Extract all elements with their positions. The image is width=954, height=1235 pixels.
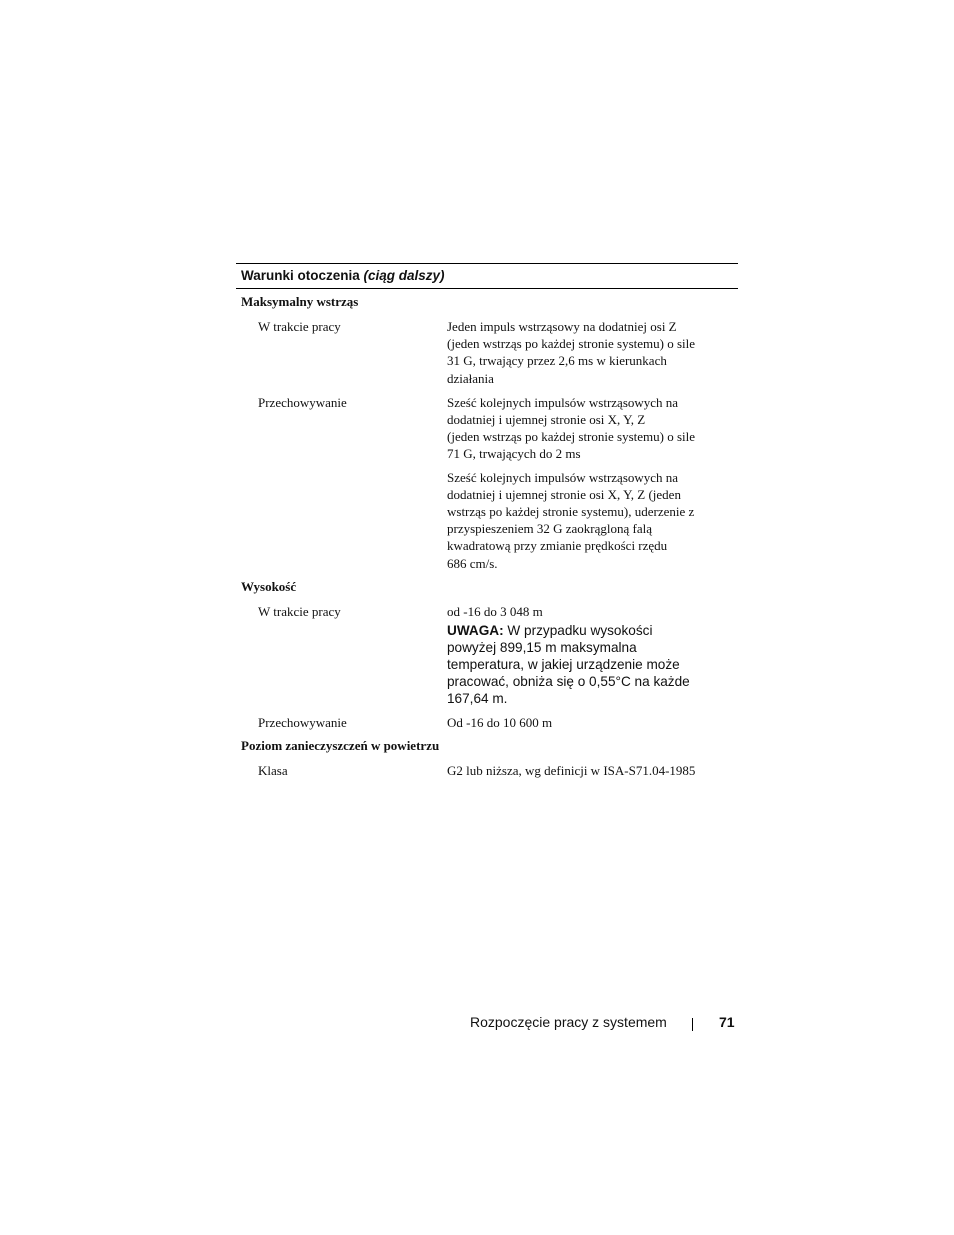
row-label: Przechowywanie (258, 394, 347, 410)
section-heading-altitude: Wysokość (241, 578, 297, 594)
row-label: W trakcie pracy (258, 319, 341, 334)
value-line: działania (447, 370, 494, 386)
row-value: Od -16 do 10 600 m (447, 715, 553, 731)
note (447, 622, 738, 707)
table-title-text: Warunki otoczenia (241, 268, 360, 283)
row-label: W trakcie pracy (258, 603, 341, 619)
section-heading-shock: Maksymalny wstrząs (241, 294, 359, 309)
value-line: od -16 do 3 048 m (447, 603, 543, 619)
note-line: pracować, obniża się o 0,55°C na każde (447, 674, 690, 690)
footer-title: Rozpoczęcie pracy z systemem (470, 1014, 667, 1030)
note-line: 167,64 m. (447, 691, 508, 707)
table-header-rule (236, 288, 738, 289)
row-value (447, 318, 738, 387)
value-line: Jeden impuls wstrząsowy na dodatniej osi Z (447, 319, 677, 334)
value-line: wstrząs po każdej stronie systemu), uderzenie z (447, 504, 695, 520)
value-line: dodatniej i ujemnej stronie osi X, Y, Z (jeden (447, 486, 681, 502)
value-line: Sześć kolejnych impulsów wstrząsowych na (447, 469, 679, 485)
row-label: Klasa (258, 763, 288, 779)
value-line: Sześć kolejnych impulsów wstrząsowych na (447, 394, 679, 410)
value-line: dodatniej i ujemnej stronie osi X, Y, Z (447, 412, 646, 428)
page-number: 71 (719, 1014, 735, 1030)
row-value: G2 lub niższa, wg definicji w ISA-S71.04-1985 (447, 763, 696, 779)
environment-table (236, 263, 738, 779)
footer-separator (692, 1018, 693, 1031)
note-label: UWAGA: (447, 623, 504, 639)
value-line: 31 G, trwający przez 2,6 ms w kierunkach (447, 353, 667, 369)
row-value (447, 603, 738, 707)
note-line: powyżej 899,15 m maksymalna (447, 640, 637, 656)
value-line: przyspieszeniem 32 G zaokrągloną falą (447, 521, 653, 537)
note-line: W przypadku wysokości (503, 623, 653, 639)
value-line: 686 cm/s. (447, 555, 498, 571)
value-line: kwadratową przy zmianie prędkości rzędu (447, 538, 668, 554)
table-title (236, 264, 738, 288)
note-line: temperatura, w jakiej urządzenie może (447, 657, 680, 673)
table-row-shock-operating (236, 318, 738, 387)
table-row-shock-storage (236, 394, 738, 572)
value-line: (jeden wstrząs po każdej stronie systemu) o sile (447, 429, 696, 445)
table-row-altitude-storage (236, 714, 738, 731)
value-line: 71 G, trwających do 2 ms (447, 446, 581, 462)
section-heading-contaminants: Poziom zanieczyszczeń w powietrzu (241, 738, 440, 754)
row-label: Przechowywanie (258, 715, 347, 731)
table-row-class (236, 762, 738, 779)
value-line: (jeden wstrząs po każdej stronie systemu) o sile (447, 336, 696, 352)
table-row-altitude-operating (236, 603, 738, 707)
table-title-suffix: (ciąg dalszy) (363, 268, 445, 283)
row-value (447, 394, 738, 572)
